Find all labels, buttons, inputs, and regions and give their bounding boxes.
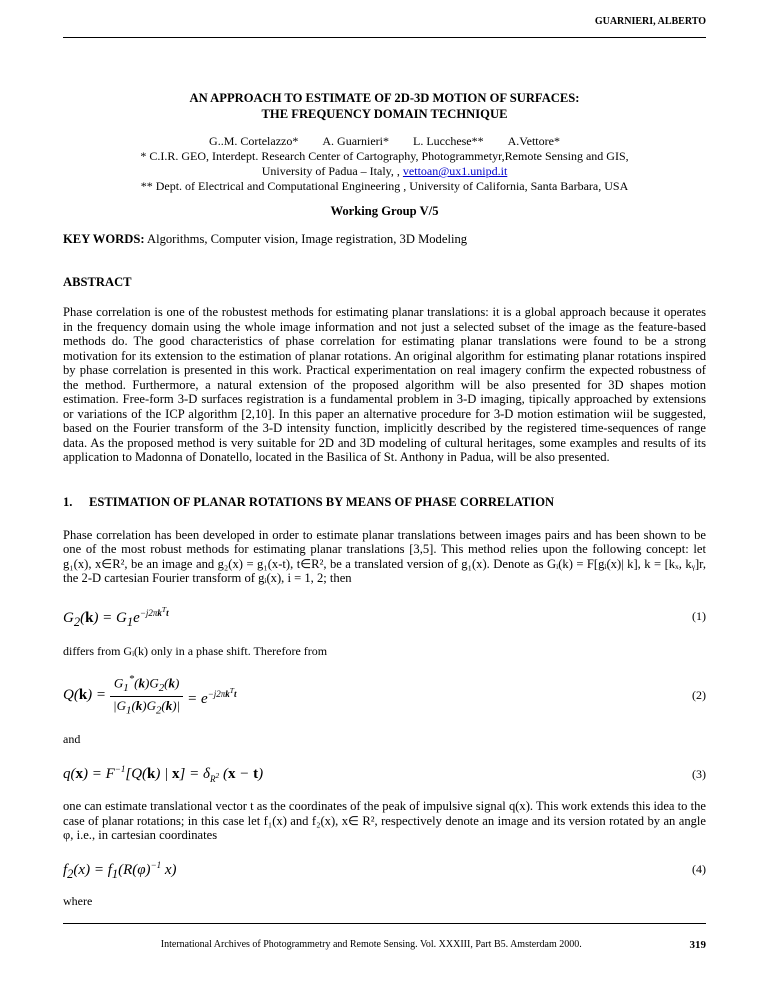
header-rule — [63, 37, 706, 38]
affiliation-1: * C.I.R. GEO, Interdept. Research Center of Cartography, Photogrammetyr,Remote Sensing and GIS, — [140, 149, 629, 163]
equation-2: Q(k) = $\frac{G_1^*(k)G_2(k)}{|G_1(k)G_2(k)|}$ = $e^{-j2\pi k^Tt}$ (2) — [63, 671, 706, 721]
keywords-label: KEY WORDS: — [63, 232, 145, 246]
author-names: G..M. Cortelazzo* A. Guarnieri* L. Lucchese** A.Vettore* — [209, 134, 560, 148]
section-1-paragraph-2: differs from Gᵢ(k) only in a phase shift. Therefore from — [63, 643, 328, 658]
authors-block — [63, 134, 706, 194]
footer-row — [63, 938, 706, 952]
abstract-heading: ABSTRACT — [63, 275, 132, 289]
keywords — [63, 232, 706, 247]
running-head: GUARNIERI, ALBERTO — [594, 16, 706, 27]
keywords-text: Algorithms, Computer vision, Image registration, 3D Modeling — [144, 232, 468, 246]
equation-4: $f_2(x) = f_1(R(\varphi)^{-1}$ x) (4) — [63, 859, 706, 881]
equation-1: $G_2(k) = G_1e^{-j2\pi k^Tt}$ (1) — [63, 604, 706, 629]
affiliation-2 — [63, 164, 706, 179]
equation-number-1: (1) — [692, 608, 706, 623]
abstract-text: Phase correlation is one of the robustest methods for estimating planar translations: it is a global approach because it operates in the frequency domain using the whole image information and not just a selected subset of the image as the feature-based methods do. The good characteristics of phase correlation for estimating planar translations were found to be a strong motivation for its extension to the estimation of planar rotations. An original algorithm for estimating planar rotations inspired by phase correlation is presented in this work. Practical experimentation on real imagery confirm the expected robustness of the method. Furthermore, a natural extension of the proposed algorithm will be also presented for 3D shapes motion estimation. Free-form 3-D surfaces registration is a fundamental problem in 3-D imaging, tipically approached by extensions or variations of the ICP algorithm [2,10]. In this paper an alternative procedure for 3-D motion estimation wiil be suggested, based on the Fourier transform of the 3-D intensity function, implicitly described by the registered time-sequences of range data. As the proposed method is very suitable for 2D and 3D modeling of cultural heritages, some examples and results of its application to Madonna of Donatello, located in the Basilica of St. Anthony in Padua, will be also presented. — [63, 305, 706, 464]
footer-citation: International Archives of Photogrammetry and Remote Sensing. Vol. XXXIII, Part B5. Amsterdam 2000. — [160, 938, 582, 950]
page-number: 319 — [689, 938, 706, 951]
section-1-paragraph-3: and — [63, 732, 81, 747]
section-number: 1. — [63, 494, 73, 509]
footer-rule — [63, 923, 706, 924]
equation-number-4: (4) — [692, 862, 706, 877]
page-footer — [0, 909, 768, 972]
section-title: ESTIMATION OF PLANAR ROTATIONS BY MEANS OF PHASE CORRELATION — [89, 494, 555, 509]
equation-2-fraction: $\frac{G_1^*(k)G_2(k)}{|G_1(k)G_2(k)|}$ — [110, 671, 183, 721]
equation-3: $q(x) = F^{-1}[Q(k)$ | $x] = \delta_{R^2}$ (x − t) (3) — [63, 764, 706, 785]
section-1-paragraph-5: where — [63, 893, 93, 908]
paper-title — [63, 90, 706, 122]
section-1-heading — [63, 495, 706, 510]
affiliation-2-text: University of Padua – Italy, , — [261, 164, 403, 178]
affiliation-3: ** Dept. of Electrical and Computational Engineering , University of California, Santa Barbara, USA — [140, 179, 629, 193]
working-group: Working Group V/5 — [330, 204, 439, 218]
email-link[interactable]: vettoan@ux1.unipd.it — [402, 164, 508, 178]
section-1-paragraph-1: Phase correlation has been developed in order to estimate planar translations between images pairs and has been shown to be one of the most robust methods for estimating planar translations [3,5]. This method relies upon the following concept: let g₁(x), x∈R², be an image and g₂(x) = g₁(x-t), t∈R², be a translated version of g₁(x). Denote as Gᵢ(k) = F[gᵢ(x)| k], k = [kₓ, kᵧ]r, the 2-D cartesian Fourier transform of gᵢ(x), i = 1, 2; then — [63, 527, 706, 585]
equation-number-2: (2) — [692, 688, 706, 703]
title-line-1: AN APPROACH TO ESTIMATE OF 2D-3D MOTION OF SURFACES: — [189, 91, 580, 105]
title-line-2: THE FREQUENCY DOMAIN TECHNIQUE — [261, 107, 508, 121]
equation-number-3: (3) — [692, 767, 706, 782]
section-1-paragraph-4: one can estimate translational vector t as the coordinates of the peak of impulsive signal q(x). This work extends this idea to the case of planar rotations; in this case let f₁(x) and f₂(x), x∈ R², respectively denote an image and its version rotated by an angle φ, i.e., in cartesian coordinates — [63, 799, 706, 843]
